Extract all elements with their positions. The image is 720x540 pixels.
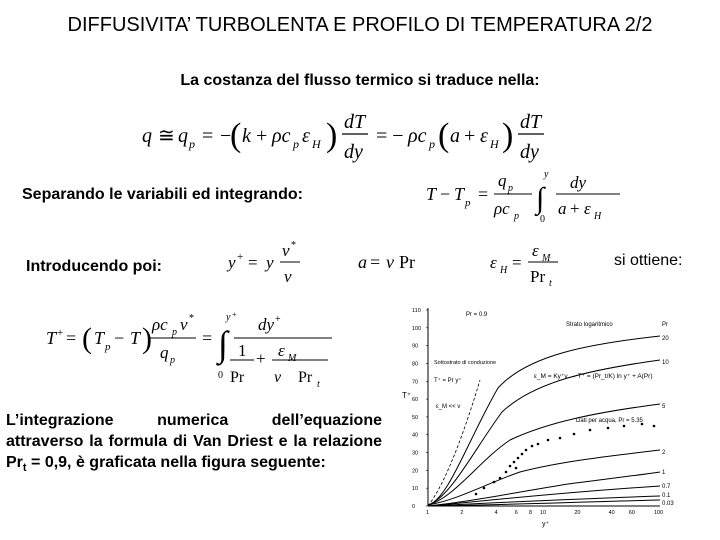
- svg-text:+: +: [256, 349, 266, 368]
- curve-label-2: 2: [662, 450, 666, 456]
- svg-text:ρc: ρc: [152, 315, 168, 334]
- svg-text:+: +: [464, 125, 476, 147]
- svg-text:−: −: [440, 184, 451, 204]
- curve-label-003: 0.03: [662, 501, 674, 507]
- svg-text:ε: ε: [278, 341, 285, 360]
- svg-text:p: p: [170, 355, 175, 366]
- log-layer-annotation: Strato logaritmico: [566, 322, 613, 328]
- svg-text:(: (: [438, 117, 450, 154]
- slide-title: DIFFUSIVITA’ TURBOLENTA E PROFILO DI TEMPERATURA 2/2: [67, 14, 653, 36]
- svg-text:p: p: [508, 183, 513, 194]
- svg-text:ν: ν: [274, 369, 282, 386]
- svg-text:≅: ≅: [158, 125, 175, 147]
- result-label: si ottiene:: [614, 252, 683, 269]
- svg-text:q: q: [142, 125, 152, 147]
- heat-flux-equation: [136, 102, 576, 166]
- integral-equation: [420, 166, 630, 228]
- svg-text:y: y: [226, 312, 231, 323]
- svg-text:T: T: [46, 328, 57, 348]
- svg-text:Pr: Pr: [298, 369, 313, 386]
- svg-text:T: T: [94, 328, 105, 348]
- svg-text:ν: ν: [180, 315, 188, 334]
- svg-text:=: =: [66, 328, 77, 348]
- svg-text:H: H: [594, 211, 602, 222]
- svg-text:−: −: [220, 125, 232, 147]
- svg-text:p: p: [172, 327, 177, 338]
- curve-label-10: 10: [662, 360, 669, 366]
- svg-text:y: y: [544, 169, 549, 180]
- svg-text:dy: dy: [570, 173, 587, 192]
- introducing-label: Introducendo poi:: [26, 258, 162, 275]
- svg-text:(: (: [82, 322, 92, 355]
- x-tick-label: 4: [494, 510, 498, 516]
- svg-text:a: a: [358, 252, 367, 272]
- svg-text:=: =: [478, 184, 489, 204]
- t-plus-equation: [42, 308, 332, 392]
- y-tick-label: 40: [412, 432, 419, 439]
- svg-text:H: H: [312, 137, 321, 151]
- svg-text:M: M: [542, 253, 551, 264]
- svg-text:1: 1: [238, 341, 247, 360]
- y-axis-label: T⁺: [402, 391, 412, 400]
- svg-text:q: q: [178, 125, 188, 147]
- eps-m-annotation: ε_M << ν: [436, 404, 461, 410]
- water-data-annotation: Dati per acqua, Pr = 5.35: [576, 418, 643, 424]
- conduction-annotation: Sottostrato di conduzione: [434, 360, 497, 366]
- x-tick-label: 10: [540, 510, 547, 516]
- svg-text:): ): [326, 117, 338, 154]
- svg-text:y: y: [266, 253, 274, 272]
- svg-text:+: +: [237, 251, 244, 263]
- svg-text:q: q: [498, 171, 507, 190]
- x-tick-label: 20: [574, 510, 581, 516]
- y-tick-label: 10: [412, 486, 419, 493]
- svg-text:T: T: [454, 184, 465, 204]
- svg-text:ε: ε: [302, 125, 310, 147]
- curve-label-07: 0.7: [662, 484, 671, 490]
- svg-text:+: +: [256, 125, 268, 147]
- description-paragraph: [6, 410, 382, 479]
- svg-text:p: p: [105, 341, 111, 353]
- svg-text:M: M: [288, 353, 297, 364]
- svg-text:*: *: [189, 313, 194, 324]
- svg-text:ν: ν: [284, 267, 292, 286]
- svg-text:p: p: [514, 211, 519, 222]
- a-definition-equation: [354, 246, 434, 278]
- y-tick-label: 100: [412, 325, 422, 332]
- x-tick-label: 40: [608, 510, 615, 516]
- svg-text:T: T: [130, 328, 141, 348]
- svg-text:(: (: [230, 117, 242, 154]
- curve-label-1: 1: [662, 470, 666, 476]
- svg-text:q: q: [160, 343, 169, 362]
- y-tick-label: 20: [412, 468, 419, 475]
- x-tick-label: 6: [514, 510, 518, 516]
- eps-h-equation: [486, 236, 566, 292]
- tplus-annotation: T⁺ = Pr y⁺: [434, 378, 462, 384]
- curve-label-20: 20: [662, 336, 669, 342]
- svg-text:): ): [142, 322, 152, 355]
- svg-text:dT: dT: [520, 111, 542, 133]
- paragraph-subscript: t: [22, 462, 27, 475]
- x-tick-label: 60: [628, 510, 635, 516]
- pr-annotation: Pr: [662, 322, 668, 328]
- y-tick-label: 80: [412, 361, 419, 368]
- svg-text:=: =: [202, 328, 213, 348]
- svg-text:a: a: [558, 199, 567, 218]
- svg-text:∫: ∫: [218, 324, 228, 364]
- svg-text:T: T: [426, 184, 437, 204]
- svg-text:0: 0: [540, 214, 545, 225]
- svg-text:Pr: Pr: [399, 252, 416, 272]
- svg-text:+: +: [57, 327, 64, 339]
- curve-label-01: 0.1: [662, 493, 671, 499]
- svg-text:ε: ε: [584, 199, 591, 218]
- paragraph-text-2: = 0,9, è graficata nella figura seguente:: [26, 454, 326, 471]
- svg-text:ε: ε: [490, 253, 497, 272]
- x-tick-label: 1: [426, 510, 430, 516]
- y-tick-label: 70: [412, 379, 419, 386]
- svg-text:dy: dy: [520, 141, 539, 163]
- svg-text:k: k: [242, 125, 251, 147]
- svg-text:=: =: [202, 125, 214, 147]
- svg-text:∫: ∫: [536, 182, 545, 215]
- svg-text:): ): [502, 117, 514, 154]
- separating-label: Separando le variabili ed integrando:: [22, 186, 303, 203]
- svg-text:p: p: [293, 137, 299, 151]
- svg-text:= −: = −: [376, 125, 404, 147]
- svg-text:H: H: [490, 137, 499, 151]
- y-tick-label: 60: [412, 397, 419, 404]
- curve-label-5: 5: [662, 404, 666, 410]
- svg-text:ρc: ρc: [272, 125, 291, 147]
- svg-text:=: =: [512, 253, 522, 272]
- intro-text: La costanza del flusso termico si traduce nella:: [180, 72, 540, 89]
- svg-text:Pr: Pr: [230, 369, 245, 386]
- svg-text:p: p: [465, 197, 471, 209]
- svg-text:ε: ε: [532, 241, 539, 260]
- svg-text:ρc: ρc: [408, 125, 427, 147]
- x-tick-label: 8: [528, 510, 533, 516]
- svg-text:0: 0: [218, 370, 223, 381]
- svg-text:p: p: [429, 137, 435, 151]
- svg-text:+: +: [275, 314, 281, 325]
- svg-text:+: +: [232, 310, 237, 319]
- y-plus-equation: [224, 236, 308, 292]
- svg-text:Pr: Pr: [530, 267, 546, 286]
- svg-text:dT: dT: [344, 111, 366, 133]
- svg-text:ν: ν: [282, 241, 290, 260]
- y-tick-label: 50: [412, 414, 419, 421]
- log-law-annotation: ε_M = Ky⁺ν → T⁺ = (Pr_t/K) ln y⁺ + A(Pr): [534, 373, 653, 380]
- svg-text:a: a: [450, 125, 460, 147]
- y-tick-label: 30: [412, 450, 419, 457]
- y-tick-label: 110: [412, 308, 421, 314]
- svg-text:−: −: [114, 328, 125, 348]
- svg-text:dy: dy: [344, 141, 363, 163]
- x-axis-label: y⁺: [542, 521, 550, 528]
- svg-text:y: y: [228, 253, 236, 272]
- svg-text:ε: ε: [480, 125, 488, 147]
- temperature-profile-figure: [398, 300, 714, 530]
- x-tick-label: 2: [460, 510, 464, 516]
- svg-text:+: +: [570, 199, 580, 218]
- svg-text:ν: ν: [386, 252, 394, 272]
- svg-text:t: t: [317, 379, 320, 390]
- svg-text:H: H: [500, 265, 508, 276]
- svg-text:=: =: [370, 252, 381, 272]
- paragraph-text-1: L’integrazione numerica dell’equazione attraverso la formula di Van Driest e la relazione Pr: [6, 412, 382, 471]
- svg-text:p: p: [189, 137, 195, 151]
- svg-text:ρc: ρc: [494, 199, 510, 218]
- prt-annotation: Pr = 0.9: [466, 312, 488, 318]
- svg-text:=: =: [248, 253, 258, 272]
- svg-text:*: *: [291, 240, 296, 251]
- x-tick-label: 100: [654, 510, 664, 516]
- y-tick-label: 90: [412, 343, 419, 350]
- svg-text:dy: dy: [258, 315, 275, 334]
- y-tick-label: 0: [412, 504, 416, 510]
- svg-text:t: t: [549, 278, 552, 289]
